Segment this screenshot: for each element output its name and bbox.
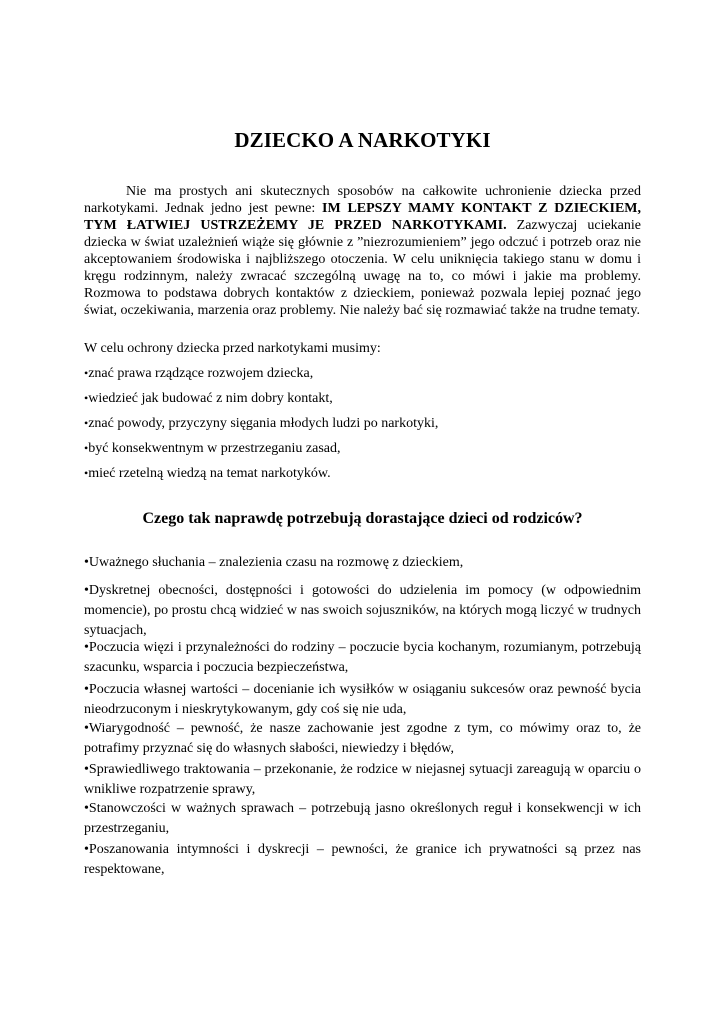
needs-item: •Stanowczości w ważnych sprawach – potrzebują jasno określonych reguł i konsekwencji w ich przestrzeganiu, <box>84 801 641 836</box>
list-item: •być konsekwentnym w przestrzeganiu zasad, <box>84 441 341 456</box>
list-item: •znać prawa rządzące rozwojem dziecka, <box>84 366 314 381</box>
list-lead: W celu ochrony dziecka przed narkotykami musimy: <box>84 341 381 356</box>
page-title: DZIECKO A NARKOTYKI <box>234 128 491 152</box>
needs-item: •Dyskretnej obecności, dostępności i gotowości do udzielenia im pomocy (w odpowiednim momencie), po prostu chcą widzieć w nas swoich sojuszników, na których mogą liczyć w trudnych sytuacjach, <box>84 583 641 638</box>
intro-text-end: Zazwyczaj uciekanie dziecka w świat uzależnień wiąże się głównie z ”niezrozumieniem” jego odczuć i potrzeb oraz nie akceptowaniem środowiska i najbliższego otoczenia. W celu uniknięcia takiego stanu w domu i kręgu rodzinnym, należy zwracać szczególną uwagę na to, co mówi i jakie ma problemy. Rozmowa to podstawa dobrych kontaktów z dzieckiem, ponieważ pozwala lepiej poznać jego świat, oczekiwania, marzenia oraz problemy. Nie należy bać się rozmawiać także na trudne tematy. <box>84 218 642 318</box>
bullet-icon: • <box>84 391 89 405</box>
bullet-icon: • <box>84 466 89 480</box>
bullet-icon: • <box>84 801 89 816</box>
bullet-icon: • <box>84 441 89 455</box>
bullet-icon: • <box>84 682 89 697</box>
bullet-icon: • <box>84 762 89 777</box>
needs-item: •Uważnego słuchania – znalezienia czasu na rozmowę z dzieckiem, <box>84 555 464 570</box>
bullet-icon: • <box>84 583 89 598</box>
bullet-icon: • <box>84 416 89 430</box>
section-subtitle: Czego tak naprawdę potrzebują dorastające dzieci od rodziców? <box>142 510 583 527</box>
needs-item: •Poszanowania intymności i dyskrecji – pewności, że granice ich prywatności są przez nas respektowane, <box>84 842 641 877</box>
bullet-icon: • <box>84 640 89 655</box>
list-item: •wiedzieć jak budować z nim dobry kontakt, <box>84 391 333 406</box>
list-item: •znać powody, przyczyny sięgania młodych ludzi po narkotyki, <box>84 416 439 431</box>
bullet-icon: • <box>84 366 89 380</box>
bullet-icon: • <box>84 721 89 736</box>
intro-paragraph <box>84 183 641 319</box>
list-item: •mieć rzetelną wiedzą na temat narkotyków. <box>84 466 331 481</box>
needs-item: •Wiarygodność – pewność, że nasze zachowanie jest zgodne z tym, co mówimy oraz to, że potrafimy przyznać się do własnych słabości, niewiedzy i błędów, <box>84 721 641 756</box>
bullet-icon: • <box>84 842 89 857</box>
intro-bold-text: IM LEPSZY MAMY KONTAKT Z DZIECKIEM, TYM ŁATWIEJ USTRZEŻEMY JE PRZED NARKOTYKAMI. <box>84 201 641 233</box>
intro-text-start: Nie ma prostych ani skutecznych sposobów na całkowite uchronienie dziecka przed narkotykami. Jednak jedno jest pewne: <box>84 184 641 216</box>
needs-item: •Poczucia własnej wartości – docenianie ich wysiłków w osiąganiu sukcesów oraz pewność bycia nieodrzuconym i nieskrytykowanym, gdy coś się nie uda, <box>84 682 641 717</box>
bullet-icon: • <box>84 555 89 570</box>
needs-item: •Sprawiedliwego traktowania – przekonanie, że rodzice w niejasnej sytuacji zareagują w oparciu o wnikliwe rozpatrzenie sprawy, <box>84 762 641 797</box>
needs-item: •Poczucia więzi i przynależności do rodziny – poczucie bycia kochanym, rozumianym, potrzebują szacunku, wsparcia i poczucia bezpieczeństwa, <box>84 640 641 675</box>
